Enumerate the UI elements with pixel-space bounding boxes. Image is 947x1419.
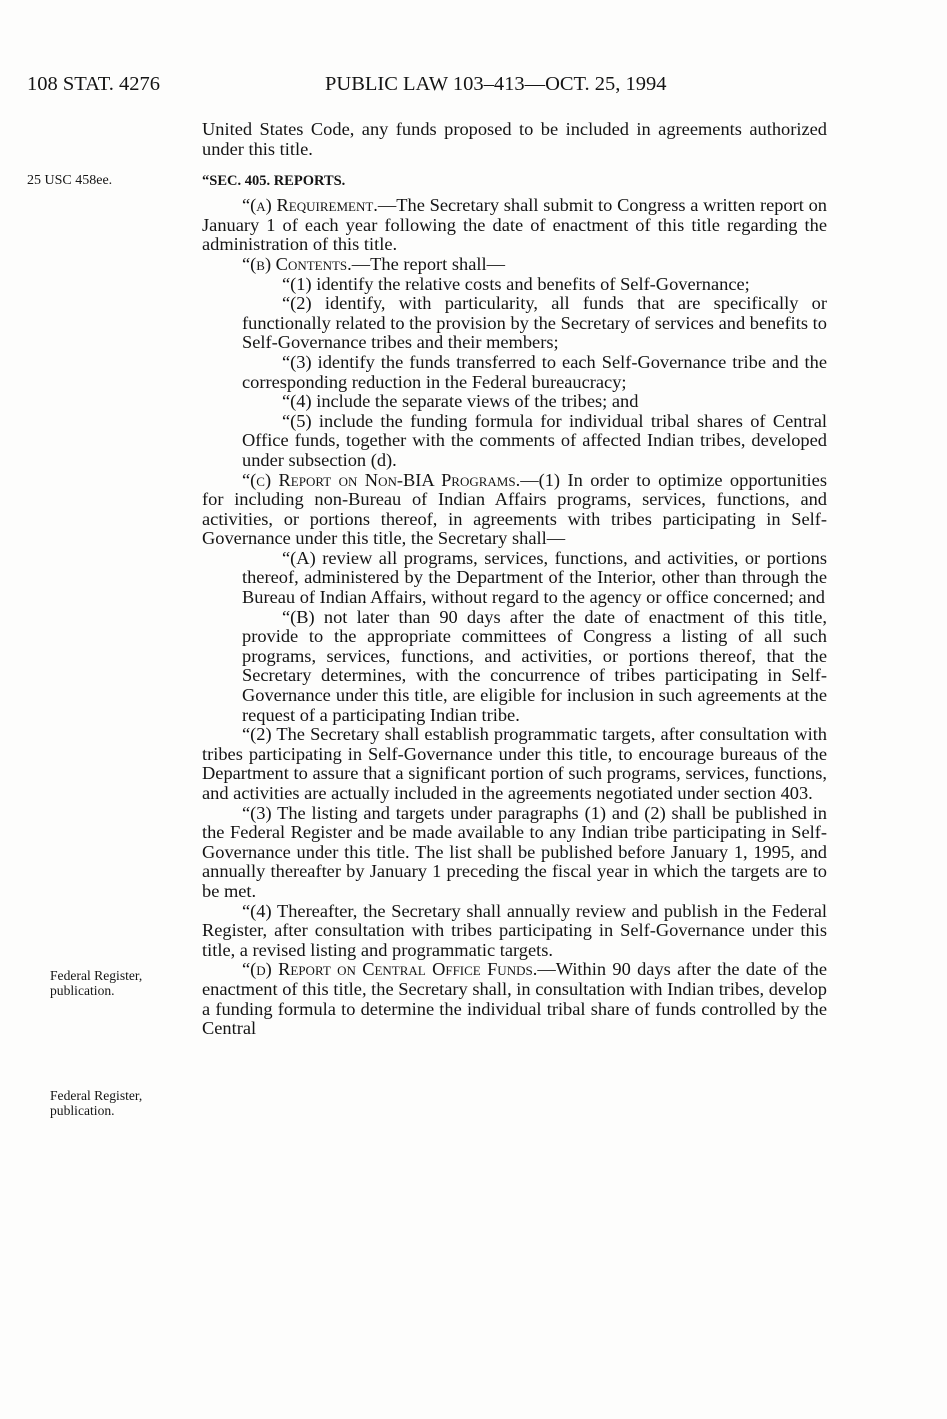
- paragraph-c4: “(4) Thereafter, the Secretary shall annually review and publish in the Federal Register, after consultation with tribes participating in Self-Governance under this title, a revised listing and programmatic targets.: [202, 900, 827, 960]
- section-heading: “SEC. 405. REPORTS.: [202, 173, 346, 190]
- subsection-c: [202, 471, 827, 549]
- subsection-d-label: “(d) Report on Central Office Funds.: [242, 959, 538, 980]
- statute-page-number: 108 STAT. 4276: [27, 73, 160, 95]
- paragraph-b4: “(4) include the separate views of the tribes; and: [282, 391, 639, 412]
- subsection-d: [202, 960, 827, 1038]
- margin-note-usc: 25 USC 458ee.: [27, 173, 113, 188]
- paragraph-c3: “(3) The listing and targets under paragraphs (1) and (2) shall be published in the Federal Register and be made available to any Indian tribe participating in Self-Governance under this title. The list shall be published before January 1, 1995, and annually thereafter by January 1 preceding the fiscal year in which the targets are to be met.: [202, 802, 827, 901]
- paragraph-b1: “(1) identify the relative costs and benefits of Self-Governance;: [282, 273, 750, 294]
- subsection-b-text: —The report shall—: [351, 253, 505, 274]
- paragraph-b3: “(3) identify the funds transferred to each Self-Governance tribe and the corresponding reduction in the Federal bureaucracy;: [242, 351, 827, 392]
- paragraph-continuation: United States Code, any funds proposed to be included in agreements authorized under this title.: [202, 119, 827, 159]
- subsection-c-label: “(c) Report on Non-BIA Programs.: [242, 469, 521, 490]
- paragraph-c2: “(2) The Secretary shall establish programmatic targets, after consultation with tribes participating in Self-Governance under this title, to encourage bureaus of the Department to assure that a significant portion of such programs, services, functions, and activities are actually included in the agreements negotiated under section 403.: [202, 724, 827, 803]
- paragraph-b5: “(5) include the funding formula for individual tribal shares of Central Office funds, together with the comments of affected Indian tribes, developed under subsection (d).: [242, 410, 827, 470]
- subsection-a-label: “(a) Requirement.: [242, 195, 378, 216]
- subsection-b-label: “(b) Contents.: [242, 253, 352, 274]
- margin-note-federal-register-2: Federal Register, publication.: [50, 1088, 143, 1118]
- subparagraph-cA: “(A) review all programs, services, functions, and activities, or portions thereof, administered by the Department of the Interior, other than through the Bureau of Indian Affairs, without regard to the agency or office concerned; and: [242, 547, 827, 608]
- subsection-c-text: —(1) In order to optimize opportunities for including non-Bureau of Indian Affairs programs, services, functions, and activities, or portions thereof, in agreements with tribes participating in Self-Governance under this title, the Secretary shall—: [202, 469, 827, 549]
- page-header: [27, 68, 827, 100]
- subparagraph-cB: “(B) not later than 90 days after the date of enactment of this title, provide to the appropriate committees of Congress a listing of all such programs, services, functions, and activities, or portions thereof, that the Secretary determines, with the concurrence of tribes participating in Self-Governance under this title, are eligible for inclusion in such agreements at the request of a participating Indian tribe.: [242, 606, 827, 725]
- body-text: [202, 120, 827, 1039]
- subsection-b: [202, 255, 827, 275]
- subsection-d-text: —Within 90 days after the date of the enactment of this title, the Secretary shall, in consultation with Indian tribes, develop a funding formula to determine the individual tribal share of funds controlled by the Central: [202, 959, 827, 1039]
- subsection-a-text: —The Secretary shall submit to Congress a written report on January 1 of each year following the date of enactment of this title regarding the administration of this title.: [202, 195, 827, 255]
- public-law-title: PUBLIC LAW 103–413—OCT. 25, 1994: [325, 73, 667, 95]
- subsection-a: [202, 196, 827, 255]
- paragraph-b2: “(2) identify, with particularity, all funds that are specifically or functionally related to the provision by the Secretary of services and benefits to Self-Governance tribes and their members;: [242, 293, 827, 353]
- margin-note-federal-register-1: Federal Register, publication.: [50, 968, 143, 998]
